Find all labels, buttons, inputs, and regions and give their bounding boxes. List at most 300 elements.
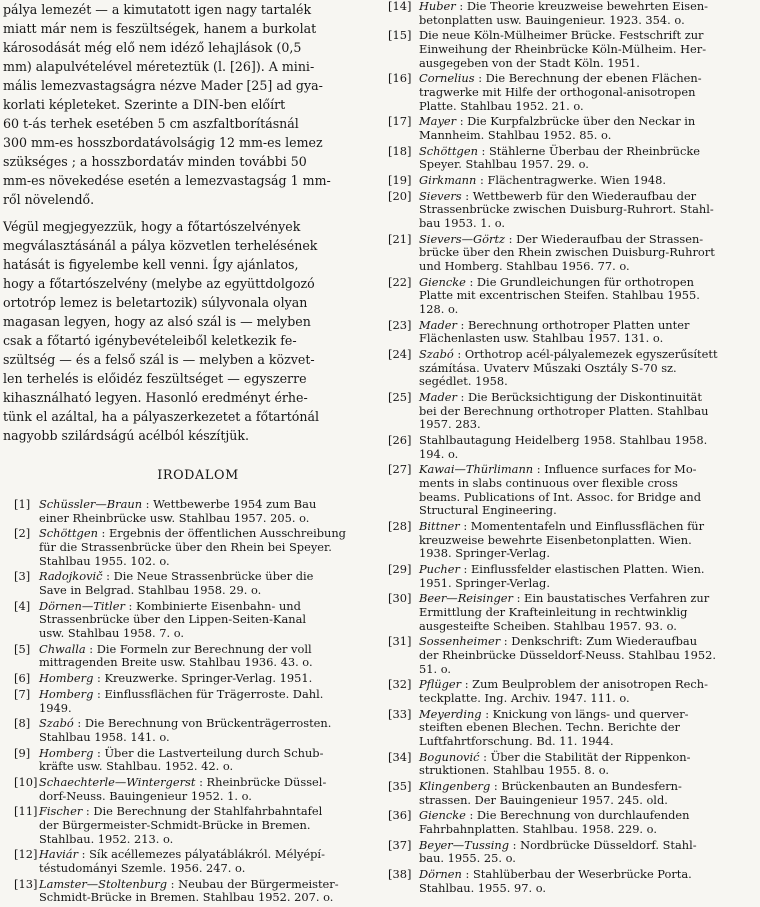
reference-line-text: ments in slabs continuous over flexible cross bbox=[419, 476, 678, 491]
reference-author: Giencke bbox=[419, 274, 466, 289]
reference-item bbox=[388, 391, 756, 432]
reference-line-text: : Flächentragwerke. Wien 1948. bbox=[476, 173, 666, 188]
text-line: kihasználható legyen. Hasonló eredményt érhe- bbox=[3, 389, 308, 405]
reference-line bbox=[39, 805, 375, 819]
reference-item bbox=[388, 29, 756, 70]
reference-item bbox=[388, 115, 756, 142]
reference-line bbox=[419, 434, 756, 448]
reference-line-text: Strassenbrücke über den Lippen-Seiten-Kanal bbox=[39, 612, 307, 627]
reference-line bbox=[419, 203, 756, 217]
reference-number: [17] bbox=[388, 114, 412, 129]
right-column bbox=[388, 0, 756, 898]
reference-number: [16] bbox=[388, 71, 412, 86]
reference-line-text: : Die Kurpfalzbrücke über den Neckar in bbox=[456, 114, 696, 129]
reference-author: Chwalla bbox=[39, 641, 86, 656]
reference-line-text: strassen. Der Bauingenieur 1957. 245. old. bbox=[419, 792, 668, 807]
reference-item bbox=[388, 72, 756, 113]
reference-item bbox=[388, 751, 756, 778]
reference-line-text: : Momententafeln und Einflussflächen für bbox=[459, 519, 705, 533]
reference-text bbox=[419, 319, 756, 346]
reference-line-text: : Über die Lastverteilung durch Schub- bbox=[93, 745, 324, 760]
reference-line bbox=[419, 29, 756, 43]
reference-line-text: Platte. Stahlbau 1952. 21. o. bbox=[419, 98, 584, 113]
reference-line-text: : Berechnung orthotroper Platten unter bbox=[456, 317, 690, 332]
reference-number: [11] bbox=[14, 804, 38, 819]
reference-number: [5] bbox=[14, 641, 31, 656]
reference-line bbox=[39, 833, 375, 847]
reference-line-text: Speyer. Stahlbau 1957. 29. o. bbox=[419, 157, 589, 172]
reference-line-text: számítása. Uvaterv Műszaki Osztály S-70 sz. bbox=[419, 360, 677, 375]
reference-line-text: : Brückenbauten an Bundesfern- bbox=[490, 779, 682, 793]
reference-line-text: bau. 1955. 25. o. bbox=[419, 851, 516, 866]
text-line: ről növelendő. bbox=[3, 192, 95, 208]
reference-author: Klingenberg bbox=[419, 779, 491, 793]
reference-line-text: ausgegeben von der Stadt Köln. 1951. bbox=[419, 55, 640, 70]
reference-line bbox=[419, 491, 756, 505]
reference-text bbox=[419, 174, 756, 188]
reference-line-text: Stahlbau 1955. 102. o. bbox=[39, 553, 170, 568]
reference-line-text: téstudományi Szemle. 1956. 247. o. bbox=[39, 860, 246, 875]
reference-line-text: der Bürgermeister-Schmidt-Brücke in Bremen. bbox=[39, 818, 311, 833]
reference-line-text: : Die Berechnung von durchlaufenden bbox=[465, 808, 690, 823]
reference-line bbox=[419, 260, 756, 274]
reference-line-text: Ermittlung der Krafteinleitung in rechtwinklig bbox=[419, 604, 688, 619]
reference-number: [33] bbox=[388, 706, 412, 721]
reference-line-text: : Kombinierte Eisenbahn- und bbox=[124, 598, 301, 613]
reference-line-text: : Orthotrop acél-pályalemezek egyszerűsített bbox=[453, 347, 718, 362]
reference-line-text: 1957. 283. bbox=[419, 417, 481, 432]
reference-number: [13] bbox=[14, 876, 38, 891]
reference-text bbox=[39, 776, 375, 803]
reference-author: Szabó bbox=[419, 347, 454, 362]
reference-author: Szabó bbox=[39, 716, 74, 731]
reference-line-text: : Der Wiederaufbau der Strassen- bbox=[505, 231, 704, 246]
reference-line-text: segédlet. 1958. bbox=[419, 374, 508, 389]
reference-item bbox=[14, 776, 375, 803]
reference-line-text: Stahlbau. 1955. 97. o. bbox=[419, 880, 547, 895]
reference-author: Beer—Reisinger bbox=[419, 591, 513, 606]
reference-author: Schöttgen bbox=[39, 526, 98, 541]
reference-item bbox=[388, 868, 756, 895]
reference-line bbox=[419, 635, 756, 649]
reference-line-text: : Denkschrift: Zum Wiederaufbau bbox=[500, 634, 698, 649]
reference-item bbox=[388, 434, 756, 461]
reference-author: Sossenheimer bbox=[419, 634, 501, 649]
reference-line bbox=[39, 512, 375, 526]
reference-item bbox=[388, 520, 756, 561]
reference-line-text: mittragenden Breite usw. Stahlbau 1936. 43. o. bbox=[39, 655, 313, 670]
reference-line bbox=[419, 620, 756, 634]
reference-line bbox=[39, 717, 375, 731]
reference-line-text: 1938. Springer-Verlag. bbox=[419, 546, 550, 561]
reference-author: Mader bbox=[419, 390, 457, 405]
reference-line-text: 51. o. bbox=[419, 661, 452, 676]
reference-line bbox=[419, 882, 756, 896]
reference-author: Bittner bbox=[419, 519, 460, 533]
reference-line bbox=[39, 688, 375, 702]
reference-line bbox=[39, 656, 375, 670]
reference-line bbox=[419, 158, 756, 172]
reference-line bbox=[39, 643, 375, 657]
reference-line bbox=[419, 72, 756, 86]
reference-author: Mayer bbox=[419, 114, 457, 129]
reference-line-text: : Wettbewerbe 1954 zum Bau bbox=[142, 497, 317, 512]
reference-number: [31] bbox=[388, 634, 412, 649]
text-line: korlati képleteket. Szerinte a DIN-ben előírt bbox=[3, 97, 286, 113]
reference-line-text: usw. Stahlbau 1958. 7. o. bbox=[39, 625, 185, 640]
reference-author: Cornelius bbox=[419, 71, 475, 86]
reference-line-text: : Stählerne Überbau der Rheinbrücke bbox=[477, 143, 700, 158]
reference-text bbox=[39, 600, 375, 641]
reference-line bbox=[39, 702, 375, 716]
reference-author: Mader bbox=[419, 317, 457, 332]
reference-text bbox=[419, 0, 756, 27]
reference-item bbox=[388, 463, 756, 517]
reference-line bbox=[419, 839, 756, 853]
reference-text bbox=[419, 233, 756, 274]
reference-line bbox=[419, 129, 756, 143]
reference-line-text: Luftfahrtforschung. Bd. 11. 1944. bbox=[419, 733, 614, 748]
reference-text bbox=[419, 780, 756, 807]
text-line: nagyobb szilárdságú acélból készítjük. bbox=[3, 428, 250, 444]
reference-line bbox=[419, 217, 756, 231]
reference-number: [1] bbox=[14, 497, 31, 512]
reference-line bbox=[39, 498, 375, 512]
reference-line-text: bei der Berechnung orthotroper Platten. Stahlbau bbox=[419, 403, 709, 418]
reference-item bbox=[14, 878, 375, 905]
text-line: 300 mm-es hosszbordatávolságig 12 mm-es lemez bbox=[3, 135, 323, 151]
reference-line bbox=[419, 246, 756, 260]
reference-text bbox=[419, 463, 756, 517]
reference-line-text: Stahlbau 1958. 141. o. bbox=[39, 729, 170, 744]
reference-line-text: : Wettbewerb für den Wiederaufbau der bbox=[461, 188, 697, 203]
text-line: károsodását még elő nem idéző lehajlások (0,5 bbox=[3, 40, 302, 56]
reference-line-text: steiften ebenen Blechen. Techn. Berichte der bbox=[419, 720, 680, 735]
reference-author: Huber bbox=[419, 0, 456, 13]
reference-line-text: Flächenlasten usw. Stahlbau 1957. 131. o. bbox=[419, 331, 664, 346]
reference-item bbox=[14, 848, 375, 875]
reference-text bbox=[39, 570, 375, 597]
reference-text bbox=[419, 115, 756, 142]
reference-line bbox=[419, 303, 756, 317]
reference-author: Homberg bbox=[39, 671, 94, 686]
reference-text bbox=[419, 145, 756, 172]
reference-number: [19] bbox=[388, 173, 412, 188]
reference-text bbox=[419, 751, 756, 778]
reference-number: [30] bbox=[388, 591, 412, 606]
reference-line-text: : Die Theorie kreuzweise bewehrten Eisen- bbox=[455, 0, 709, 13]
reference-line bbox=[39, 627, 375, 641]
reference-item bbox=[388, 0, 756, 27]
reference-author: Kawai—Thürlimann bbox=[419, 462, 534, 477]
reference-line bbox=[39, 878, 375, 892]
text-line: miatt már nem is feszültségek, hanem a burkolat bbox=[3, 21, 317, 37]
reference-line-text: 194. o. bbox=[419, 446, 459, 461]
text-line: magasan legyen, hogy az alsó szál is — melyben bbox=[3, 313, 311, 329]
reference-line-text: Stahlbau. 1952. 213. o. bbox=[39, 831, 174, 846]
reference-number: [32] bbox=[388, 677, 412, 692]
reference-line bbox=[39, 862, 375, 876]
reference-line-text: : Ergebnis der öffentlichen Ausschreibung bbox=[97, 526, 346, 541]
reference-line-text: und Homberg. Stahlbau 1956. 77. o. bbox=[419, 259, 630, 273]
reference-author: Girkmann bbox=[419, 173, 477, 188]
reference-line-text: : Über die Stabilität der Rippenkon- bbox=[479, 749, 691, 764]
reference-line bbox=[419, 174, 756, 188]
reference-number: [20] bbox=[388, 188, 412, 203]
reference-author: Pflüger bbox=[419, 677, 462, 692]
reference-line bbox=[419, 448, 756, 462]
text-line: hatását is figyelembe kell venni. Így ajánlatos, bbox=[3, 256, 299, 272]
reference-line-text: : Einflussflächen für Trägerroste. Dahl. bbox=[93, 686, 324, 701]
reference-line bbox=[419, 577, 756, 591]
reference-list-left bbox=[14, 498, 375, 905]
reference-line-text: tragwerke mit Hilfe der orthogonal-anisotropen bbox=[419, 84, 696, 99]
reference-line bbox=[419, 663, 756, 677]
text-line: hogy a főtartószelvény (melybe az együttdolgozó bbox=[3, 275, 315, 291]
reference-item bbox=[14, 527, 375, 568]
reference-text bbox=[39, 672, 375, 686]
reference-line bbox=[419, 520, 756, 534]
reference-item bbox=[14, 805, 375, 846]
reference-line bbox=[419, 692, 756, 706]
reference-item bbox=[388, 839, 756, 866]
reference-text bbox=[39, 688, 375, 715]
reference-author: Fischer bbox=[39, 804, 83, 819]
reference-author: Bogunović bbox=[419, 749, 480, 764]
reference-line bbox=[419, 764, 756, 778]
reference-number: [4] bbox=[14, 598, 31, 613]
reference-number: [35] bbox=[388, 779, 412, 793]
reference-line bbox=[39, 672, 375, 686]
reference-line bbox=[419, 678, 756, 692]
reference-number: [25] bbox=[388, 390, 412, 405]
reference-line-text: Die neue Köln-Mülheimer Brücke. Festschrift zur bbox=[419, 28, 704, 43]
reference-item bbox=[388, 592, 756, 633]
reference-line-text: : Nordbrücke Düsseldorf. Stahl- bbox=[509, 837, 697, 852]
reference-text bbox=[419, 563, 756, 590]
reference-item bbox=[388, 145, 756, 172]
reference-number: [14] bbox=[388, 0, 412, 13]
reference-number: [21] bbox=[388, 231, 412, 246]
reference-line bbox=[419, 391, 756, 405]
reference-line-text: : Einflussfelder elastischen Platten. Wien. bbox=[459, 561, 705, 576]
reference-text bbox=[419, 391, 756, 432]
reference-line-text: : Die Berechnung der ebenen Flächen- bbox=[474, 71, 702, 86]
reference-line-text: struktionen. Stahlbau 1955. 8. o. bbox=[419, 763, 610, 778]
reference-line bbox=[419, 319, 756, 333]
reference-author: Sievers—Görtz bbox=[419, 231, 506, 246]
paragraph-1 bbox=[3, 0, 375, 210]
reference-line bbox=[419, 649, 756, 663]
reference-text bbox=[419, 520, 756, 561]
reference-line-text: kreuzweise bewehrte Eisenbetonplatten. Wien. bbox=[419, 532, 692, 547]
reference-number: [23] bbox=[388, 317, 412, 332]
reference-line-text: : Die Neue Strassenbrücke über die bbox=[102, 569, 314, 584]
reference-text bbox=[419, 839, 756, 866]
text-line: ortotróp lemez is beletartozik) súlyvonala olyan bbox=[3, 294, 308, 310]
reference-line bbox=[419, 504, 756, 518]
reference-number: [37] bbox=[388, 837, 412, 852]
reference-author: Beyer—Tussing bbox=[419, 837, 510, 852]
reference-text bbox=[39, 717, 375, 744]
reference-text bbox=[419, 276, 756, 317]
reference-number: [7] bbox=[14, 686, 31, 701]
reference-author: Giencke bbox=[419, 808, 466, 823]
reference-line-text: Schmidt-Brücke in Bremen. Stahlbau 1952. 207. o. bbox=[39, 890, 334, 905]
reference-text bbox=[419, 592, 756, 633]
reference-line bbox=[419, 852, 756, 866]
reference-author: Meyerding bbox=[419, 706, 482, 721]
reference-line-text: Strassenbrücke zwischen Duisburg-Ruhrort. Stahl- bbox=[419, 202, 714, 217]
reference-number: [28] bbox=[388, 519, 412, 533]
reference-line bbox=[419, 823, 756, 837]
reference-author: Radojkovič bbox=[39, 569, 103, 584]
reference-line bbox=[419, 534, 756, 548]
reference-line bbox=[419, 606, 756, 620]
reference-line bbox=[419, 547, 756, 561]
reference-item bbox=[14, 570, 375, 597]
reference-number: [2] bbox=[14, 526, 31, 541]
reference-line bbox=[39, 600, 375, 614]
reference-number: [36] bbox=[388, 808, 412, 823]
reference-item bbox=[388, 635, 756, 676]
reference-line-text: : Sík acéllemezes pályatáblákról. Mélyépí- bbox=[78, 847, 325, 862]
reference-text bbox=[39, 805, 375, 846]
reference-line-text: : Influence surfaces for Mo- bbox=[533, 462, 697, 477]
reference-line-text: : Ein baustatisches Verfahren zur bbox=[512, 591, 710, 606]
reference-line-text: : Rheinbrücke Düssel- bbox=[195, 775, 327, 790]
reference-line-text: Mannheim. Stahlbau 1952. 85. o. bbox=[419, 127, 612, 142]
reference-text bbox=[419, 635, 756, 676]
reference-list-right bbox=[388, 0, 756, 895]
reference-number: [27] bbox=[388, 462, 412, 477]
reference-line-text: : Stahlüberbau der Weserbrücke Porta. bbox=[461, 867, 692, 882]
reference-number: [15] bbox=[388, 28, 412, 43]
reference-number: [6] bbox=[14, 671, 31, 686]
reference-item bbox=[14, 672, 375, 686]
reference-item bbox=[388, 678, 756, 705]
reference-number: [24] bbox=[388, 347, 412, 362]
reference-item bbox=[388, 809, 756, 836]
reference-text bbox=[419, 809, 756, 836]
reference-author: Haviár bbox=[39, 847, 79, 862]
reference-line bbox=[419, 735, 756, 749]
reference-line-text: teckplatte. Ing. Archiv. 1947. 111. o. bbox=[419, 690, 630, 705]
reference-author: Schaechterle—Wintergerst bbox=[39, 775, 196, 790]
reference-line bbox=[419, 794, 756, 808]
reference-line bbox=[419, 780, 756, 794]
reference-line bbox=[39, 527, 375, 541]
reference-item bbox=[14, 688, 375, 715]
text-line: szültség — és a felső szál is — melyben a közvet- bbox=[3, 351, 315, 367]
reference-line-text: Save in Belgrad. Stahlbau 1958. 29. o. bbox=[39, 583, 262, 598]
reference-text bbox=[419, 190, 756, 231]
reference-line-text: 1949. bbox=[39, 700, 72, 715]
text-line: megválasztásánál a pálya közvetlen terhelésének bbox=[3, 237, 318, 253]
reference-text bbox=[419, 348, 756, 389]
reference-number: [3] bbox=[14, 569, 31, 584]
reference-text bbox=[39, 643, 375, 670]
reference-line bbox=[39, 613, 375, 627]
reference-line bbox=[39, 776, 375, 790]
reference-line-text: kräfte usw. Stahlbau. 1952. 42. o. bbox=[39, 759, 234, 774]
reference-item bbox=[388, 780, 756, 807]
reference-line bbox=[419, 592, 756, 606]
reference-item bbox=[388, 233, 756, 274]
reference-number: [29] bbox=[388, 561, 412, 576]
reference-author: Dörnen—Titler bbox=[39, 598, 125, 613]
text-line: 60 t-ás terhek esetében 5 cm aszfaltborításnál bbox=[3, 116, 299, 132]
reference-line bbox=[419, 362, 756, 376]
reference-text bbox=[39, 527, 375, 568]
reference-line bbox=[419, 276, 756, 290]
reference-line-text: ausgesteifte Scheiben. Stahlbau 1957. 93. o. bbox=[419, 618, 677, 633]
reference-line bbox=[419, 477, 756, 491]
reference-number: [22] bbox=[388, 274, 412, 289]
reference-line bbox=[419, 43, 756, 57]
reference-line bbox=[419, 14, 756, 28]
reference-text bbox=[39, 747, 375, 774]
reference-line bbox=[39, 731, 375, 745]
reference-line bbox=[419, 809, 756, 823]
reference-author: Lamster—Stoltenburg bbox=[39, 876, 168, 891]
reference-line bbox=[419, 115, 756, 129]
reference-line bbox=[39, 541, 375, 555]
paragraph-2 bbox=[3, 217, 375, 446]
left-column bbox=[3, 0, 375, 907]
reference-line bbox=[419, 418, 756, 432]
reference-line-text: : Zum Beulproblem der anisotropen Rech- bbox=[461, 677, 708, 692]
reference-line bbox=[419, 190, 756, 204]
reference-line bbox=[419, 348, 756, 362]
reference-item bbox=[14, 717, 375, 744]
reference-number: [26] bbox=[388, 433, 412, 448]
reference-item bbox=[14, 498, 375, 525]
reference-line bbox=[419, 100, 756, 114]
reference-author: Homberg bbox=[39, 686, 94, 701]
reference-item bbox=[388, 563, 756, 590]
text-line: tünk el azáltal, ha a pályaszerkezetet a főtartónál bbox=[3, 408, 319, 424]
reference-line-text: der Rheinbrücke Düsseldorf-Neuss. Stahlbau 1952. bbox=[419, 647, 717, 662]
text-line: Végül megjegyezzük, hogy a főtartószelvények bbox=[3, 218, 301, 234]
reference-line-text: 128. o. bbox=[419, 301, 459, 316]
reference-line bbox=[419, 86, 756, 100]
reference-line bbox=[39, 790, 375, 804]
references-heading: IRODALOM bbox=[157, 468, 239, 484]
reference-line-text: 1951. Springer-Verlag. bbox=[419, 575, 550, 590]
reference-line-text: einer Rheinbrücke usw. Stahlbau 1957. 205. o. bbox=[39, 510, 310, 525]
reference-line bbox=[39, 747, 375, 761]
reference-line bbox=[419, 289, 756, 303]
reference-text bbox=[39, 878, 375, 905]
reference-number: [9] bbox=[14, 745, 31, 760]
reference-line-text: : Die Berücksichtigung der Diskontinuität bbox=[456, 390, 702, 405]
reference-line bbox=[419, 868, 756, 882]
text-line: mm-es növekedése esetén a lemezvastagság 1 mm- bbox=[3, 173, 331, 189]
reference-line bbox=[419, 0, 756, 14]
reference-line bbox=[419, 751, 756, 765]
reference-item bbox=[388, 708, 756, 749]
reference-line-text: : Neubau der Bürgermeister- bbox=[167, 876, 339, 891]
reference-text bbox=[39, 848, 375, 875]
text-line: mális lemezvastagságra nézve Mader [25] ad gya- bbox=[3, 78, 323, 94]
reference-number: [8] bbox=[14, 716, 31, 731]
reference-line-text: : Knickung von längs- und querver- bbox=[481, 706, 689, 721]
reference-author: Sievers bbox=[419, 188, 462, 203]
reference-line bbox=[39, 760, 375, 774]
reference-line bbox=[419, 463, 756, 477]
reference-line bbox=[419, 332, 756, 346]
